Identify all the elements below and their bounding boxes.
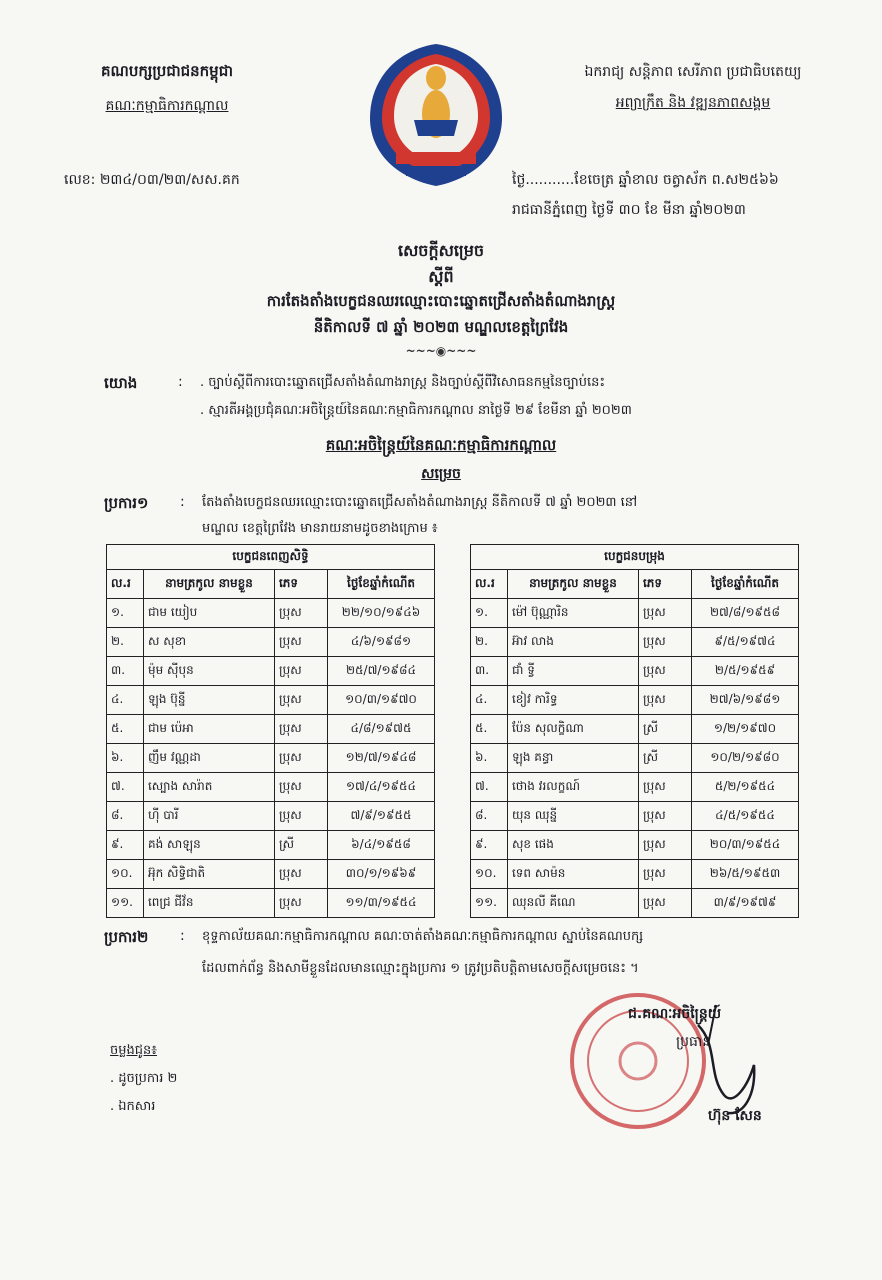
cell-dob: ៣/៩/១៩៧៩ [692,889,799,918]
cell-no: ១១. [471,889,508,918]
article-2-line-1: ខុទ្ទកាល័យគណៈកម្មាធិការកណ្តាល គណៈចាត់តាំងគណៈកម្មាធិការកណ្តាល ស្នាប់នៃគណបក្ស [202,929,644,944]
cell-name: អ៊ាវ លាង [508,628,639,657]
cell-sex: ប្រុស [639,831,692,860]
table-row [107,715,435,744]
cell-sex: ប្រុស [275,628,328,657]
header-right [528,62,858,114]
cell-dob: ៥/២/១៩៥៤ [692,773,799,802]
cell-no: ១. [107,599,144,628]
solar-date: រាជធានីភ្នំពេញ ថ្ងៃទី ៣០ ខែ មីនា ឆ្នាំ២០២៣ [512,202,746,218]
cell-sex: ប្រុស [275,744,328,773]
table-row [471,715,799,744]
cell-name: គង់ សាឡុន [144,831,275,860]
cell-sex: ប្រុស [275,715,328,744]
cell-sex: ស្រី [639,715,692,744]
cell-no: ៨. [107,802,144,831]
cell-no: ៩. [107,831,144,860]
cell-dob: ១/២/១៩៧០ [692,715,799,744]
cell-dob: ២០/៣/១៩៥៤ [692,831,799,860]
cell-name: អ៊ុក សិទ្ធិជាតិ [144,860,275,889]
cell-dob: ៩/៥/១៩៧៤ [692,628,799,657]
copies-label: ចម្លងជូន៖ [110,1043,157,1058]
cell-sex: ប្រុស [275,773,328,802]
cell-no: ៧. [471,773,508,802]
cell-name: សុខ ផេង [508,831,639,860]
cell-dob: ១០/២/១៩៨០ [692,744,799,773]
cell-dob: ៣០/១/១៩៦៩ [328,860,435,889]
article-1-label: ប្រការ១ [104,494,149,512]
table-row [471,686,799,715]
committee-name: គណៈកម្មាធិការកណ្តាល [105,98,229,114]
cell-sex: ប្រុស [639,599,692,628]
table-row [471,628,799,657]
table-row [107,773,435,802]
cell-name: ពេជ្រ ជីវ័ន [144,889,275,918]
table-row [107,599,435,628]
cell-no: ៤. [471,686,508,715]
table-row [471,773,799,802]
article-2-line-2: ដែលពាក់ព័ន្ធ និងសាមីខ្លួនដែលមានឈ្មោះក្នុងប្រការ ១ ត្រូវប្រតិបត្តិតាមសេចក្តីសម្រេចនេះ ។ [202,961,639,976]
cell-name: ឡុង គន្ធា [508,744,639,773]
seen-line-1: . ច្បាប់ស្តីពីការបោះឆ្នោតជ្រើសតាំងតំណាងរាស្ត្រ និងច្បាប់ស្តីពីវិសោធនកម្មនៃច្បាប់នេះ [200,375,606,390]
cell-no: ៩. [471,831,508,860]
official-caption: បេក្ខជនពេញសិទ្ធិ [107,545,435,570]
cell-dob: ២៦/៥/១៩៥៣ [692,860,799,889]
official-candidates-table [106,544,435,918]
article-1-line-1: តែងតាំងបេក្ខជនឈរឈ្មោះបោះឆ្នោតជ្រើសតាំងតំណាងរាស្ត្រ នីតិកាលទី ៧ ឆ្នាំ ២០២៣ នៅ [202,495,638,510]
cell-name: ម៉ុម ស៊ីបុន [144,657,275,686]
reserve-candidates-table [470,544,799,918]
signature-on-behalf: ជ.គណៈអចិន្ត្រៃយ៍ [628,1006,722,1022]
article-2-colon: : [180,928,185,944]
col-header-no: ល.រ [107,570,144,599]
cell-sex: ប្រុស [275,599,328,628]
cell-dob: ៤/៨/១៩៧៥ [328,715,435,744]
seen-line-2: . ស្មារតីអង្គប្រជុំគណៈអចិន្ត្រៃយ៍នៃគណៈកម្មាធិការកណ្តាល នាថ្ងៃទី ២៩ ខែមីនា ឆ្នាំ ២០២៣ [200,403,632,418]
cell-no: ២. [471,628,508,657]
cell-dob: ១០/៣/១៩៧០ [328,686,435,715]
cell-dob: ២៧/៦/១៩៨១ [692,686,799,715]
subject-title: ការតែងតាំងបេក្ខជនឈរឈ្មោះបោះឆ្នោតជ្រើសតាំងតំណាងរាស្ត្រ [266,292,616,310]
col-header-sex: ភេទ [275,570,328,599]
cell-name: ជាម ប៉េអា [144,715,275,744]
cell-name: ជាំ ទ្វី [508,657,639,686]
decision-title: សេចក្តីសម្រេច [397,241,484,260]
cell-name: ស សុខា [144,628,275,657]
cell-no: ៦. [471,744,508,773]
cell-sex: ប្រុស [639,628,692,657]
decides-heading: សម្រេច [421,466,461,482]
cell-sex: ប្រុស [275,860,328,889]
col-header-dob: ថ្ងៃខែឆ្នាំកំណើត [692,570,799,599]
cell-no: ៣. [107,657,144,686]
table-row [471,744,799,773]
cell-sex: ប្រុស [639,860,692,889]
cell-dob: ២២/១០/១៩៤៦ [328,599,435,628]
committee-heading: គណៈអចិន្ត្រៃយ៍នៃគណៈកម្មាធិការកណ្តាល [325,436,557,454]
cell-name: ម៉ៅ ប៊ុណ្ណារិន [508,599,639,628]
col-header-dob: ថ្ងៃខែឆ្នាំកំណើត [328,570,435,599]
table-row [471,889,799,918]
reserve-caption: បេក្ខជនបម្រុង [471,545,799,570]
cell-no: ១. [471,599,508,628]
cell-dob: ២៥/៧/១៩៨៤ [328,657,435,686]
col-header-no: ល.រ [471,570,508,599]
cell-dob: ១២/៧/១៩៤៨ [328,744,435,773]
cell-name: ទេព សាម៉ន [508,860,639,889]
cell-sex: ប្រុស [275,802,328,831]
cell-name: យុន ឈុន្នី [508,802,639,831]
cell-name: ហ៊ី បារី [144,802,275,831]
table-row [471,802,799,831]
table-row [471,831,799,860]
table-row [107,686,435,715]
cell-name: ឡុង ប៊ុន្នី [144,686,275,715]
cell-no: ៨. [471,802,508,831]
ornament: ~~~◉~~~ [405,344,477,358]
table-row [107,860,435,889]
party-emblem-icon [356,40,516,190]
cell-sex: ប្រុស [275,889,328,918]
table-row [107,831,435,860]
seen-colon: : [178,374,183,390]
table-row [471,860,799,889]
col-header-name: នាមត្រកូល នាមខ្លួន [508,570,639,599]
table-row [107,628,435,657]
cell-no: ៤. [107,686,144,715]
cell-name: ប៉ែន សុលក្ខិណា [508,715,639,744]
article-2-label: ប្រការ២ [104,928,149,946]
cell-no: ២. [107,628,144,657]
cell-name: ញឹម វណ្ណដា [144,744,275,773]
table-row [107,744,435,773]
cell-name: ខៀវ ការិទ្ធ [508,686,639,715]
header-left [62,62,272,117]
cell-dob: ៤/៦/១៩៨១ [328,628,435,657]
about-title: ស្តីពី [428,267,454,286]
cell-no: ១១. [107,889,144,918]
cell-no: ៦. [107,744,144,773]
cell-no: ១០. [471,860,508,889]
cell-no: ៥. [471,715,508,744]
cell-sex: ប្រុស [639,686,692,715]
table-row [107,657,435,686]
lunar-date: ថ្ងៃ...........ខែចេត្រ ឆ្នាំខាល ចត្វាស័ក ព.ស២៥៦៦ [512,172,779,188]
cell-dob: ៧/៩/១៩៥៥ [328,802,435,831]
cell-dob: ៤/៥/១៩៥៤ [692,802,799,831]
cell-sex: ប្រុស [275,686,328,715]
cell-dob: ១១/៣/១៩៥៤ [328,889,435,918]
col-header-name: នាមត្រកូល នាមខ្លួន [144,570,275,599]
cell-no: ៣. [471,657,508,686]
table-row [471,599,799,628]
signature-role: ប្រធាន [676,1034,712,1050]
cell-dob: ១៧/៤/១៩៥៤ [328,773,435,802]
cell-name: ស្បោង សារ៉ាត [144,773,275,802]
article-1-colon: : [180,494,185,510]
cell-no: ១០. [107,860,144,889]
cell-no: ៧. [107,773,144,802]
neutrality-motto: អព្យាក្រឹត និង វឌ្ឍនភាពសង្គម [615,95,771,111]
cell-dob: ៦/៤/១៩៥៨ [328,831,435,860]
cell-sex: ប្រុស [275,657,328,686]
subject-title-line2: នីតិកាលទី ៧ ឆ្នាំ ២០២៣ មណ្ឌលខេត្តព្រៃវែង [313,318,569,336]
kingdom-motto: ឯករាជ្យ សន្តិភាព សេរីភាព ប្រជាធិបតេយ្យ [584,64,802,80]
cell-sex: ប្រុស [639,773,692,802]
cell-sex: ស្រី [639,744,692,773]
cell-sex: ប្រុស [639,889,692,918]
cell-dob: ២៧/៨/១៩៥៨ [692,599,799,628]
cell-dob: ២/៥/១៩៥៩ [692,657,799,686]
cell-sex: ស្រី [275,831,328,860]
reference-number: លេខ: ២៣៤/០៣/២៣/សស.គក [64,172,240,188]
signatory-name: ហ៊ុន សែន [708,1108,762,1124]
cell-name: ជាម យៀប [144,599,275,628]
cell-name: ឈុនលី គីណេ [508,889,639,918]
cell-name: ថោង វរលក្ខណ៍ [508,773,639,802]
cell-sex: ប្រុស [639,657,692,686]
col-header-sex: ភេទ [639,570,692,599]
copies-item-2: . ឯកសារ [110,1099,156,1114]
copies-item-1: . ដូចប្រការ ២ [110,1071,178,1086]
cell-sex: ប្រុស [639,802,692,831]
party-name: គណបក្សប្រជាជនកម្ពុជា [101,62,233,80]
table-row [107,802,435,831]
cell-no: ៥. [107,715,144,744]
seen-label: យោង [104,374,138,392]
table-row [107,889,435,918]
article-1-line-2: មណ្ឌល ខេត្តព្រៃវែង មានរាយនាមដូចខាងក្រោម ៖ [202,521,438,536]
table-row [471,657,799,686]
